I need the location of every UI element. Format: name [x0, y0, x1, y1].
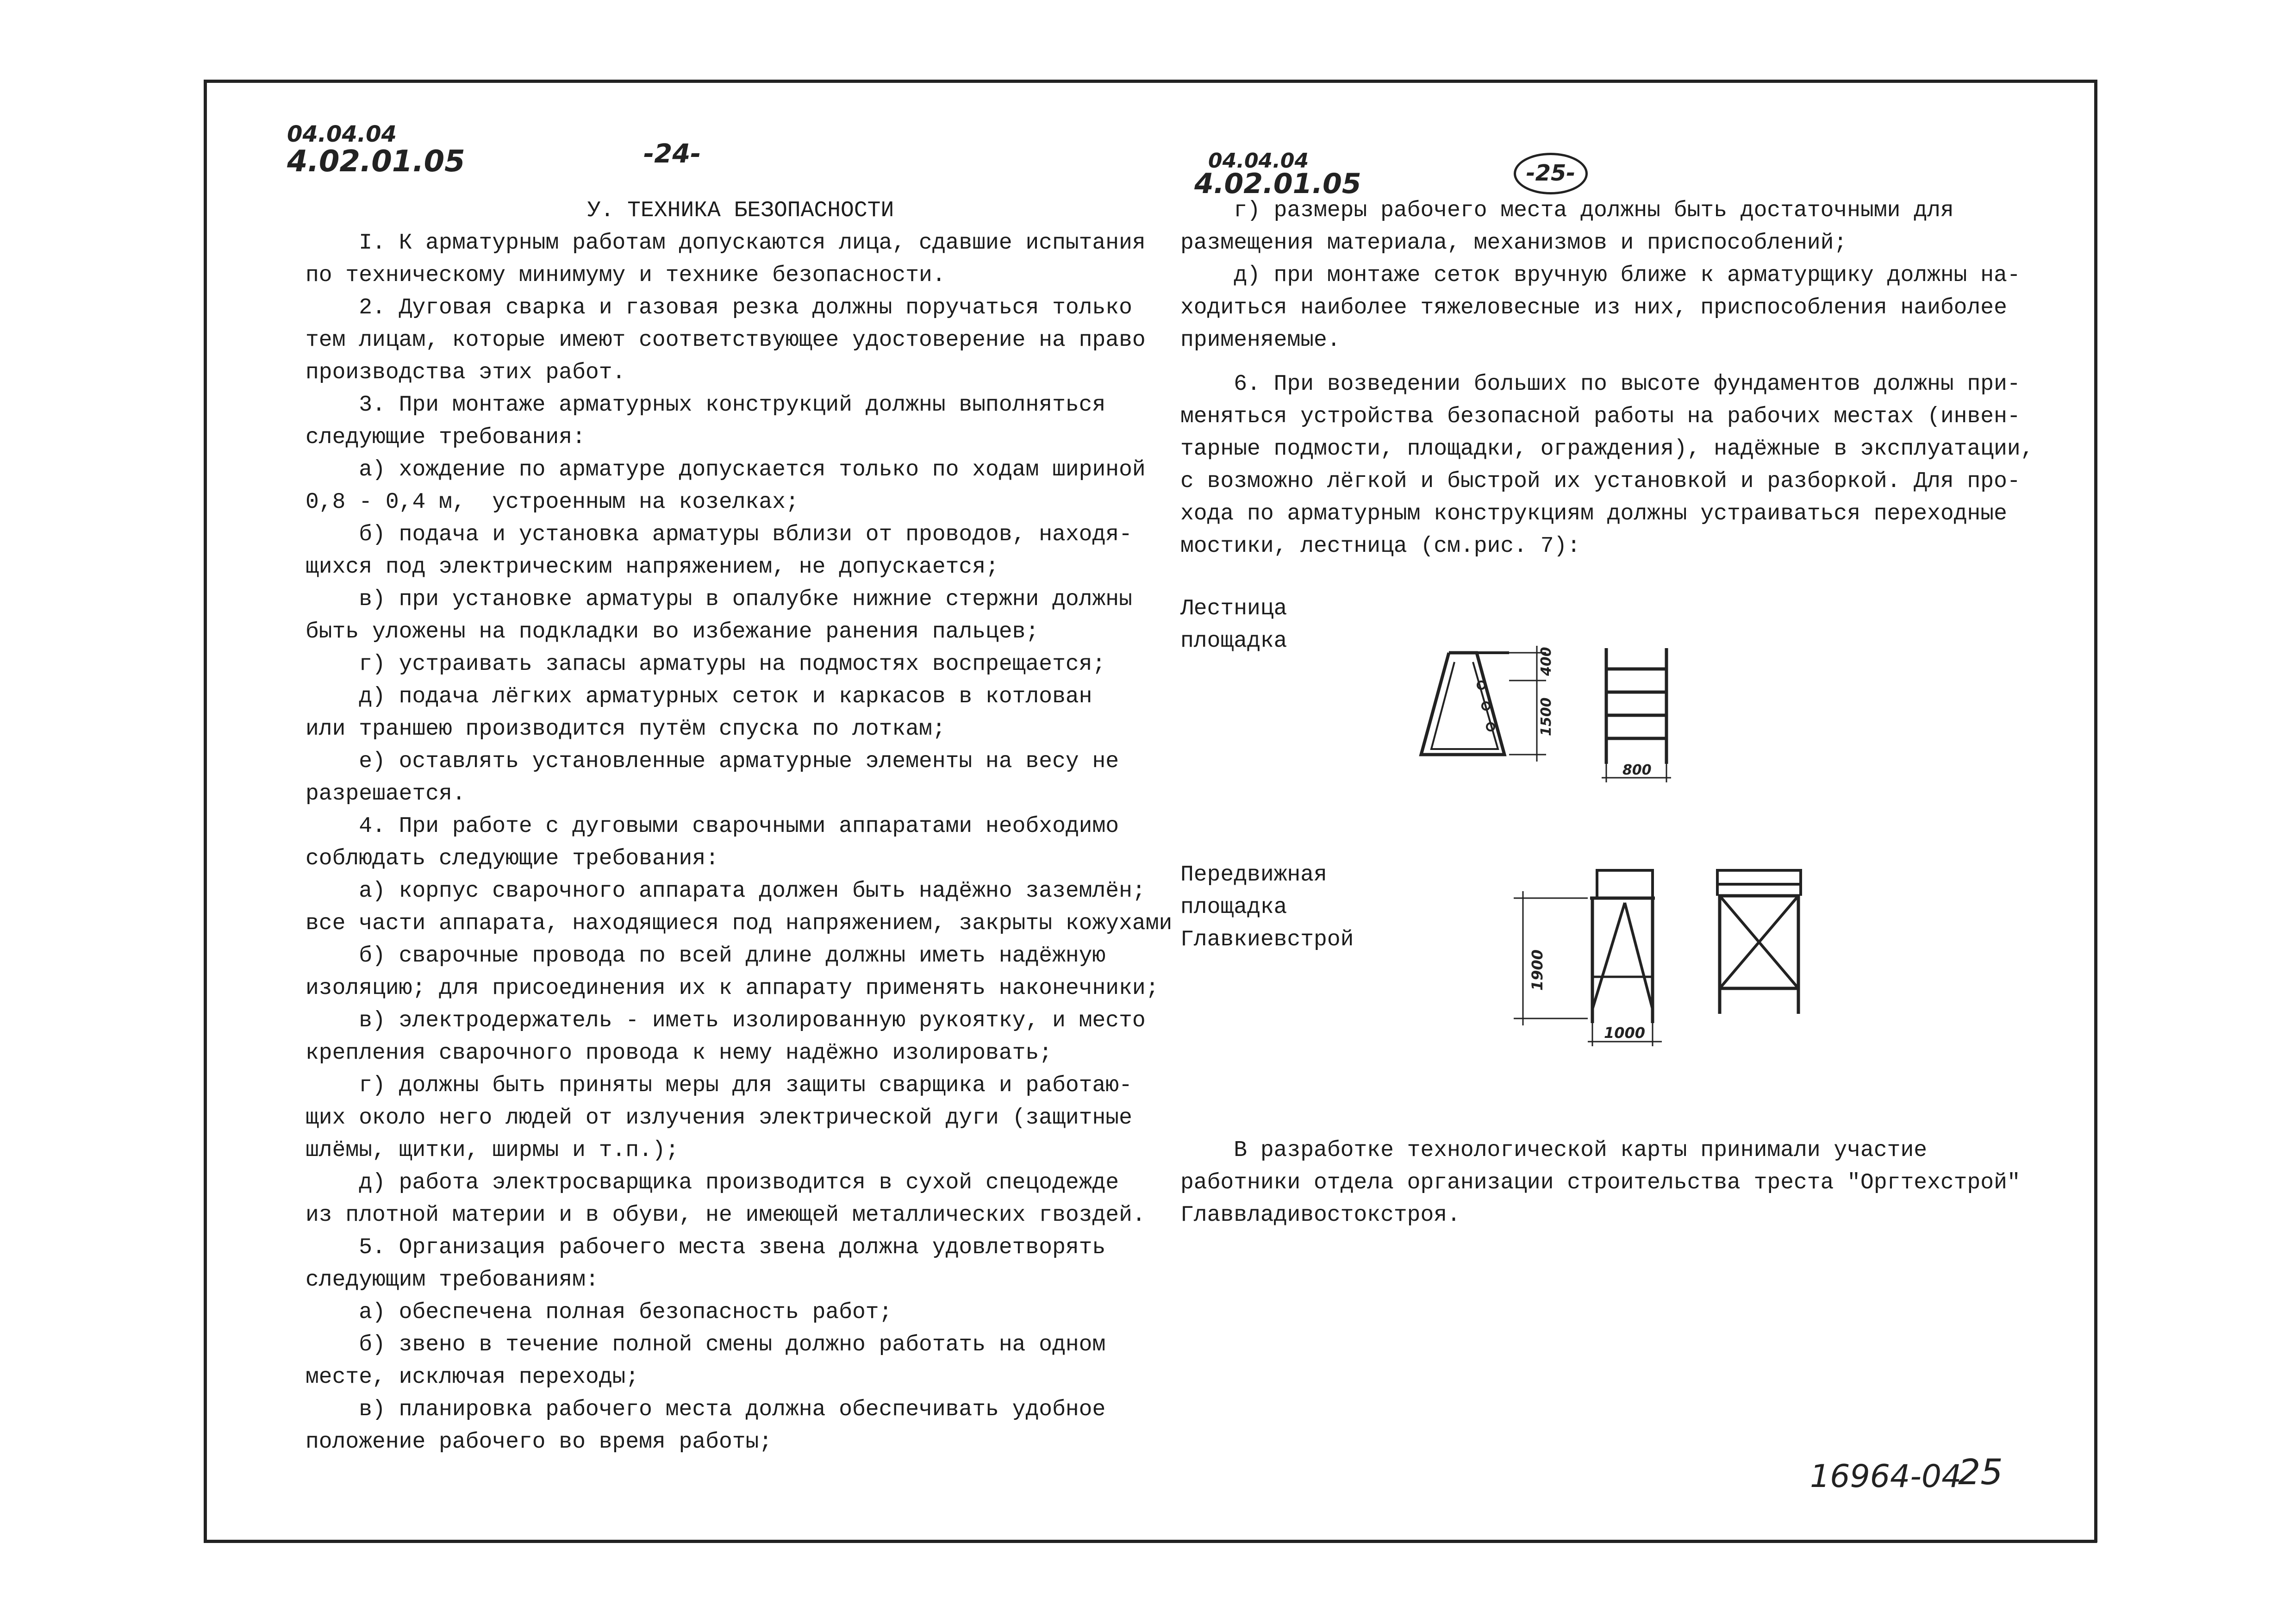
- left-line: 3. При монтаже арматурных конструкций должны выполняться: [306, 393, 1106, 418]
- left-line: месте, исключая переходы;: [306, 1365, 639, 1390]
- left-line: крепления сварочного провода к нему надёжно изолировать;: [306, 1041, 1053, 1066]
- dim-label-1000: 1000: [1604, 1024, 1646, 1042]
- left-code-top: 04.04.04: [287, 121, 397, 147]
- right-page-mark-circled: [1514, 153, 1588, 194]
- left-line: быть уложены на подкладки во избежание ранения пальцев;: [306, 619, 1039, 644]
- platform-side-rail: [1597, 870, 1653, 898]
- dim-label-1500: 1500: [1538, 697, 1554, 736]
- platform-front-top: [1717, 870, 1801, 884]
- right-line: применяемые.: [1180, 328, 1341, 353]
- closing-paragraph: [1180, 1134, 2060, 1231]
- left-line: 0,8 - 0,4 м, устроенным на козелках;: [306, 490, 799, 515]
- dim-label-800: 800: [1622, 762, 1652, 778]
- footer-doc-number: 16964-04: [1810, 1458, 1962, 1495]
- ladder-platform-drawing: [1412, 643, 1708, 796]
- left-line: а) хождение по арматуре допускается только по ходам шириной: [306, 457, 1146, 482]
- closing-line: Главвладивостокстроя.: [1180, 1203, 1460, 1228]
- left-line: следующие требования:: [306, 425, 586, 450]
- right-line: размещения материала, механизмов и приспособлений;: [1180, 231, 1847, 256]
- right-line: тарные подмости, площадки, ограждения), надёжные в эксплуатации,: [1180, 437, 2034, 462]
- left-line: разрешается.: [306, 781, 466, 806]
- closing-line: работники отдела организации строительства треста "Оргтехстрой": [1180, 1170, 2021, 1195]
- footer-page-number: 25: [1958, 1451, 2003, 1493]
- left-line: д) работа электросварщика производится в сухой спецодежде: [306, 1170, 1119, 1195]
- right-line: ходиться наиболее тяжеловесные из них, приспособления наиболее: [1180, 295, 2007, 320]
- section-heading: У. ТЕХНИКА БЕЗОПАСНОСТИ: [587, 198, 894, 223]
- left-line: г) устраивать запасы арматуры на подмостях воспрещается;: [306, 652, 1106, 677]
- left-text-column: [306, 194, 1176, 1458]
- left-line: б) сварочные провода по всей длине должны иметь надёжную: [306, 943, 1106, 968]
- left-line: щихся под электрическим напряжением, не допускается;: [306, 555, 999, 580]
- left-line: I. К арматурным работам допускаются лица, сдавшие испытания: [306, 231, 1146, 256]
- left-line: 2. Дуговая сварка и газовая резка должны поручаться только: [306, 295, 1132, 320]
- left-line: а) обеспечена полная безопасность работ;: [306, 1300, 892, 1325]
- figure-mobile-platform-caption: Передвижная площадка Главкиевстрой: [1180, 862, 1354, 952]
- dim-label-400: 400: [1538, 647, 1554, 676]
- platform-side-brace: [1592, 903, 1625, 1009]
- left-line: положение рабочего во время работы;: [306, 1430, 773, 1455]
- left-line: в) электродержатель - иметь изолированную рукоятку, и место: [306, 1008, 1146, 1033]
- platform-side-brace: [1625, 903, 1653, 1009]
- left-line: шлёмы, щитки, ширмы и т.п.);: [306, 1138, 679, 1163]
- left-line: соблюдать следующие требования:: [306, 846, 719, 871]
- right-line: д) при монтаже сеток вручную ближе к арматурщику должны на-: [1180, 263, 2021, 288]
- left-line: производства этих работ.: [306, 360, 626, 385]
- frame-bottom-border: [204, 1540, 2097, 1543]
- dim-label-1900: 1900: [1529, 949, 1546, 991]
- left-line: 4. При работе с дуговыми сварочными аппаратами необходимо: [306, 814, 1119, 839]
- left-line: в) планировка рабочего места должна обеспечивать удобное: [306, 1397, 1106, 1422]
- left-line: в) при установке арматуры в опалубке нижние стержни должны: [306, 587, 1132, 612]
- left-line: изоляцию; для присоединения их к аппарату применять наконечники;: [306, 976, 1159, 1001]
- figure-ladder-caption: Лестница площадка: [1180, 596, 1287, 654]
- left-line: все части аппарата, находящиеся под напряжением, закрыты кожухами: [306, 911, 1173, 936]
- left-page-mark: -24-: [643, 139, 701, 169]
- right-line: с возможно лёгкой и быстрой их установкой и разборкой. Для про-: [1180, 469, 2021, 494]
- left-line: 5. Организация рабочего места звена должна удовлетворять: [306, 1235, 1106, 1260]
- left-line: б) звено в течение полной смены должно работать на одном: [306, 1332, 1106, 1357]
- frame-left-border: [204, 80, 207, 1543]
- right-line: меняться устройства безопасной работы на рабочих местах (инвен-: [1180, 404, 2021, 429]
- left-line: е) оставлять установленные арматурные элементы на весу не: [306, 749, 1119, 774]
- left-line: а) корпус сварочного аппарата должен быть надёжно заземлён;: [306, 879, 1146, 904]
- left-line: б) подача и установка арматуры вблизи от проводов, находя-: [306, 522, 1132, 547]
- right-text-block-a: [1180, 194, 2060, 356]
- left-code-bottom: 4.02.01.05: [287, 144, 465, 179]
- frame-top-border: [204, 80, 2097, 83]
- left-line: д) подача лёгких арматурных сеток и каркасов в котлован: [306, 684, 1092, 709]
- left-line: щих около него людей от излучения электрической дуги (защитные: [306, 1106, 1132, 1131]
- left-line: следующим требованиям:: [306, 1268, 599, 1293]
- right-text-block-b: [1180, 368, 2060, 562]
- right-code-top: 04.04.04: [1208, 149, 1309, 173]
- right-line: хода по арматурным конструкциям должны устраиваться переходные: [1180, 501, 2007, 526]
- closing-line: В разработке технологической карты принимали участие: [1180, 1138, 1928, 1163]
- mobile-platform-drawing: [1514, 866, 1847, 1051]
- left-line: или траншею производится путём спуска по лоткам;: [306, 717, 946, 742]
- frame-right-border: [2094, 80, 2097, 1543]
- right-line: мостики, лестница (см.рис. 7):: [1180, 534, 1581, 559]
- right-line: г) размеры рабочего места должны быть достаточными для: [1180, 198, 1954, 223]
- right-page-mark: -25-: [1526, 160, 1576, 186]
- left-line: тем лицам, которые имеют соответствующее удостоверение на право: [306, 328, 1146, 353]
- left-line: по техническому минимуму и технике безопасности.: [306, 263, 946, 288]
- right-line: 6. При возведении больших по высоте фундаментов должны при-: [1180, 372, 2021, 397]
- left-line: г) должны быть приняты меры для защиты сварщика и работаю-: [306, 1073, 1132, 1098]
- left-line: из плотной материи и в обуви, не имеющей металлических гвоздей.: [306, 1203, 1146, 1228]
- right-code-bottom: 4.02.01.05: [1194, 168, 1361, 200]
